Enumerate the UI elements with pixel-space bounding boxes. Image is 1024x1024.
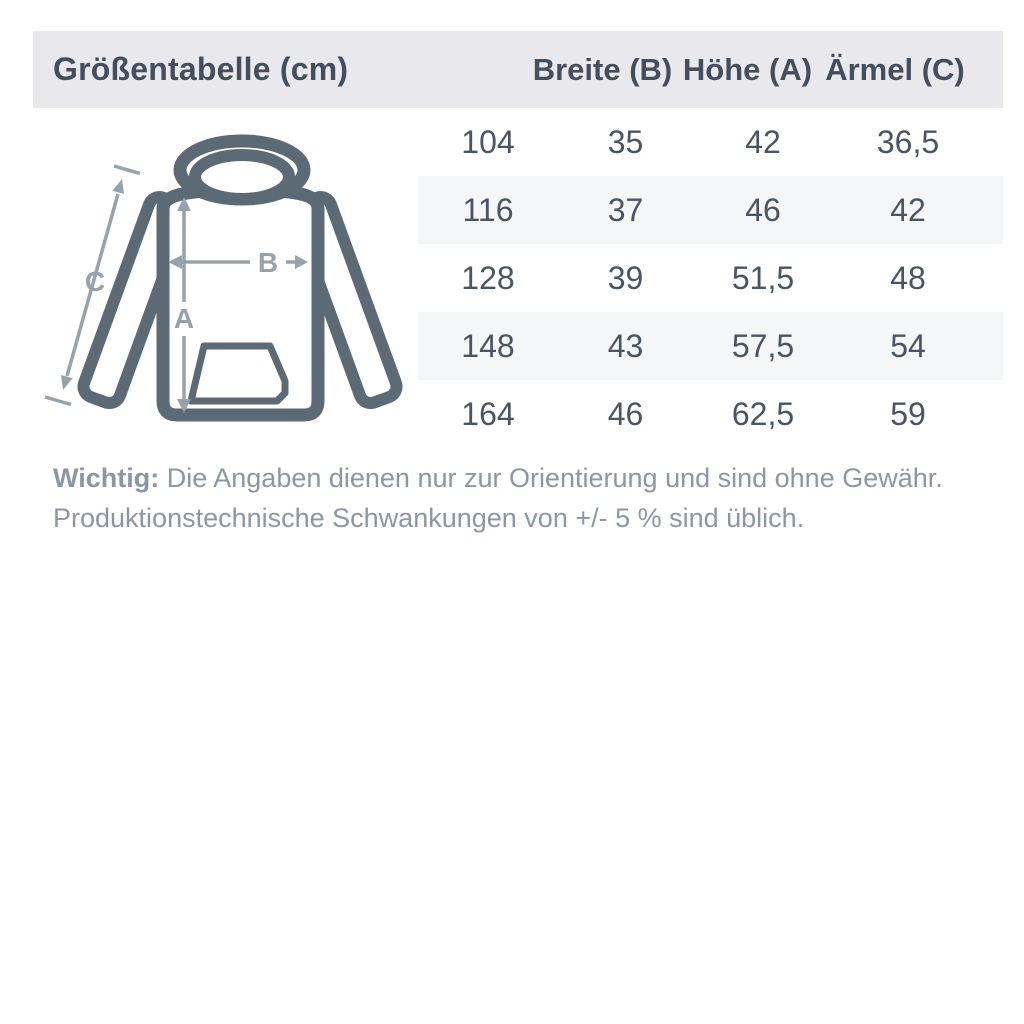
hoehe-cell: 62,5 bbox=[731, 395, 795, 432]
hoehe-cell: 42 bbox=[745, 123, 781, 160]
size-cell: 104 bbox=[461, 123, 515, 160]
aermel-cell: 42 bbox=[890, 191, 926, 228]
table-row bbox=[418, 244, 1003, 312]
size-cell: 164 bbox=[461, 395, 515, 432]
hoehe-cell: 51,5 bbox=[731, 259, 795, 296]
hoehe-cell: 57,5 bbox=[731, 327, 795, 364]
hoehe-cell: 46 bbox=[745, 191, 781, 228]
disclaimer-line-2: Produktionstechnische Schwankungen von +/- 5 % sind üblich. bbox=[53, 503, 805, 533]
disclaimer-bold-label: Wichtig: bbox=[53, 463, 160, 493]
aermel-cell: 54 bbox=[890, 327, 926, 364]
hood-inner-ring bbox=[195, 155, 289, 199]
sleeve-label: C bbox=[84, 266, 106, 297]
column-header-aermel: Ärmel (C) bbox=[825, 51, 965, 87]
column-headers bbox=[525, 52, 1003, 88]
height-label: A bbox=[173, 303, 195, 334]
breite-cell: 46 bbox=[607, 395, 644, 432]
size-cell: 148 bbox=[461, 327, 515, 364]
table-row bbox=[418, 176, 1003, 244]
width-label: B bbox=[257, 247, 279, 278]
breite-cell: 39 bbox=[607, 259, 644, 296]
column-header-breite: Breite (B) bbox=[532, 51, 673, 87]
table-row bbox=[418, 108, 1003, 176]
hoodie-pocket bbox=[191, 346, 285, 401]
size-cell: 116 bbox=[462, 191, 514, 228]
size-cell: 128 bbox=[461, 259, 515, 296]
disclaimer-note bbox=[53, 458, 1003, 538]
breite-cell: 35 bbox=[607, 123, 644, 160]
breite-cell: 37 bbox=[607, 191, 644, 228]
disclaimer-line-1 bbox=[53, 458, 1003, 498]
size-table-body bbox=[418, 108, 1003, 448]
breite-cell: 43 bbox=[607, 327, 644, 364]
hoodie-diagram bbox=[30, 108, 430, 450]
column-header-hoehe: Höhe (A) bbox=[682, 51, 813, 87]
table-row bbox=[418, 380, 1003, 448]
table-row bbox=[418, 312, 1003, 380]
aermel-cell: 36,5 bbox=[876, 123, 940, 160]
aermel-cell: 48 bbox=[890, 259, 926, 296]
size-chart-header bbox=[33, 31, 1003, 108]
size-chart-title: Größentabelle (cm) bbox=[53, 51, 349, 87]
aermel-cell: 59 bbox=[890, 395, 926, 432]
disclaimer-line-1-text: Die Angaben dienen nur zur Orientierung und sind ohne Gewähr. bbox=[159, 463, 943, 493]
